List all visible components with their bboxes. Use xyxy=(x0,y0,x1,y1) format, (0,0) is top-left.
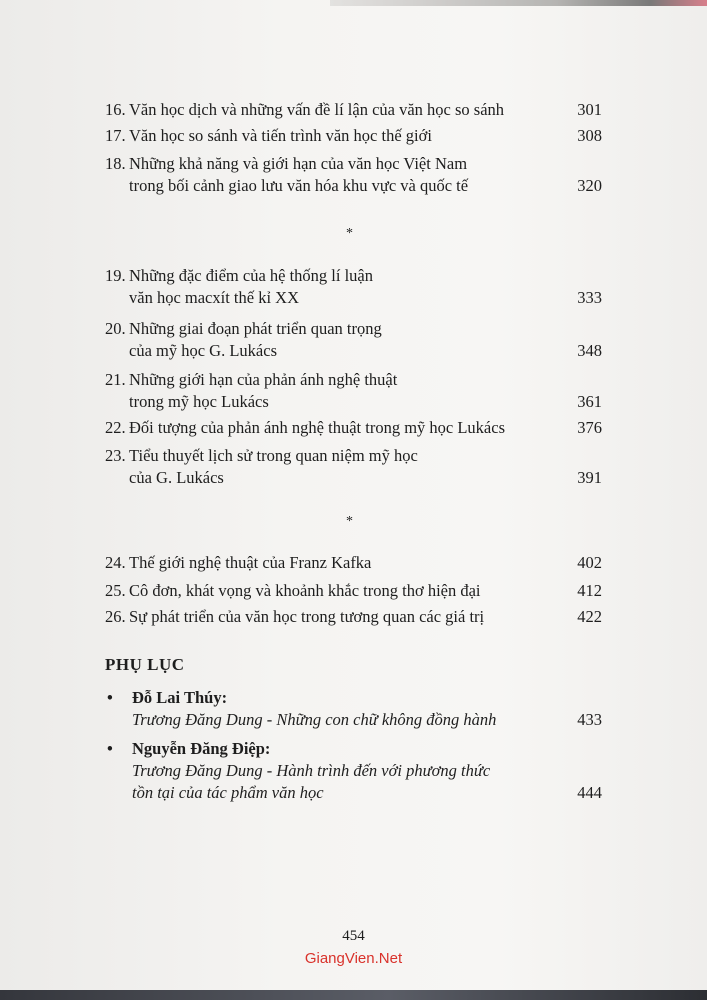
entry-page: 301 xyxy=(577,100,602,119)
entry-page: 444 xyxy=(577,783,602,802)
appendix-title-line: tồn tại của tác phẩm văn học xyxy=(132,783,324,802)
toc-entry-18 xyxy=(105,153,605,197)
entry-page: 348 xyxy=(577,341,602,360)
toc-entry-16 xyxy=(105,99,605,121)
entry-title-line: Văn học dịch và những vấn đề lí lận của văn học so sánh xyxy=(129,100,505,119)
entry-number: 26. xyxy=(105,607,126,626)
toc-entry-25 xyxy=(105,580,605,602)
entry-page: 308 xyxy=(577,126,602,145)
page-number: 454 xyxy=(342,928,365,944)
toc-entry-19 xyxy=(105,265,605,309)
entry-number: 20. xyxy=(105,319,126,338)
bullet: • xyxy=(107,688,113,707)
appendix-title-line: Trương Đăng Dung - Hành trình đến với phương thức xyxy=(132,761,491,780)
toc-entry-20 xyxy=(105,318,605,362)
entry-page: 320 xyxy=(577,176,602,195)
appendix-item-1 xyxy=(105,687,605,731)
entry-page: 412 xyxy=(577,581,602,600)
entry-page: 422 xyxy=(577,607,602,626)
entry-page: 391 xyxy=(577,468,602,487)
toc-entry-24 xyxy=(105,552,605,574)
entry-number: 17. xyxy=(105,126,126,145)
section-separator: * xyxy=(346,514,353,529)
entry-number: 18. xyxy=(105,154,126,173)
entry-title-line: của mỹ học G. Lukács xyxy=(129,341,277,360)
entry-title-line: văn học macxít thế kỉ XX xyxy=(129,288,299,307)
toc-entry-21 xyxy=(105,369,605,413)
appendix-title-line: Trương Đăng Dung - Những con chữ không đồng hành xyxy=(132,710,497,729)
entry-number: 21. xyxy=(105,370,126,389)
toc-entry-22 xyxy=(105,417,605,439)
appendix-item-2 xyxy=(105,738,605,804)
entry-title-line: trong mỹ học Lukács xyxy=(129,392,269,411)
entry-title-line: Đối tượng của phản ánh nghệ thuật trong mỹ học Lukács xyxy=(129,418,505,437)
entry-title-line: Văn học so sánh và tiến trình văn học thế giới xyxy=(129,126,432,145)
entry-title-line: Những giai đoạn phát triển quan trọng xyxy=(129,319,382,338)
entry-number: 22. xyxy=(105,418,126,437)
entry-title-line: Sự phát triển của văn học trong tương quan các giá trị xyxy=(129,607,485,626)
appendix-heading: PHỤ LỤC xyxy=(105,655,185,674)
entry-title-line: Cô đơn, khát vọng và khoảnh khắc trong thơ hiện đại xyxy=(129,581,481,600)
entry-number: 25. xyxy=(105,581,126,600)
entry-number: 19. xyxy=(105,266,126,285)
entry-title-line: của G. Lukács xyxy=(129,468,224,487)
toc-entry-17 xyxy=(105,125,605,147)
entry-page: 361 xyxy=(577,392,602,411)
scan-edge-bottom xyxy=(0,990,707,1000)
entry-title-line: trong bối cảnh giao lưu văn hóa khu vực và quốc tế xyxy=(129,176,469,195)
entry-page: 376 xyxy=(577,418,602,437)
entry-title-line: Những đặc điểm của hệ thống lí luận xyxy=(129,266,374,285)
entry-page: 333 xyxy=(577,288,602,307)
section-separator: * xyxy=(346,226,353,241)
entry-number: 24. xyxy=(105,553,126,572)
toc-entry-23 xyxy=(105,445,605,489)
entry-title-line: Những khả năng và giới hạn của văn học Việt Nam xyxy=(129,154,468,173)
watermark-text: GiangVien.Net xyxy=(304,950,403,967)
entry-title-line: Những giới hạn của phản ánh nghệ thuật xyxy=(129,370,398,389)
entry-number: 23. xyxy=(105,446,126,465)
entry-page: 402 xyxy=(577,553,602,572)
entry-number: 16. xyxy=(105,100,126,119)
entry-title-line: Thế giới nghệ thuật của Franz Kafka xyxy=(129,553,372,572)
scan-edge-top xyxy=(330,0,707,6)
appendix-author: Đỗ Lai Thúy: xyxy=(132,688,228,707)
entry-title-line: Tiểu thuyết lịch sử trong quan niệm mỹ học xyxy=(129,446,418,465)
toc-entry-26 xyxy=(105,606,605,628)
entry-page: 433 xyxy=(577,710,602,729)
appendix-author: Nguyễn Đăng Điệp: xyxy=(132,739,271,758)
bullet: • xyxy=(107,739,113,758)
